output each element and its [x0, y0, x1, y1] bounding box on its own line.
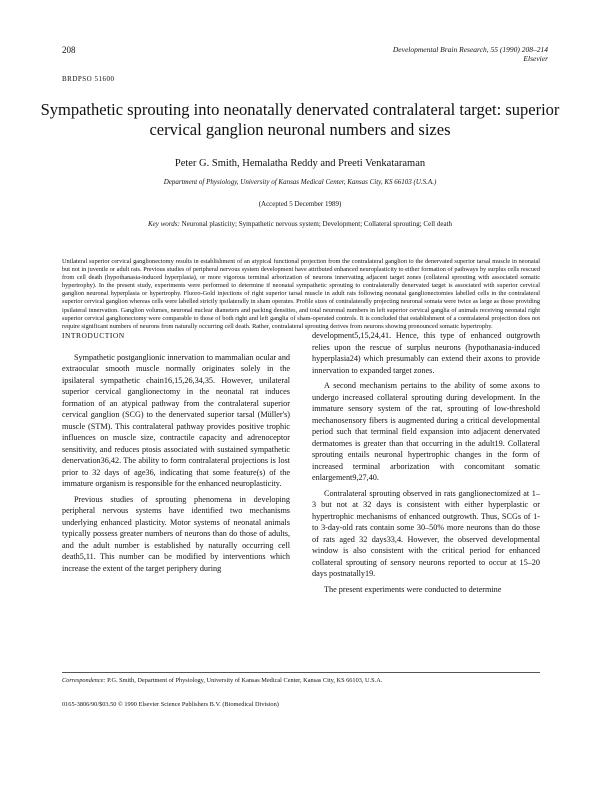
section-heading-introduction: INTRODUCTION — [62, 331, 125, 340]
running-header — [393, 45, 548, 63]
article-title: Sympathetic sprouting into neonatally denervated contralateral target: superior cervical ganglion neuronal numbers and sizes — [40, 100, 560, 139]
body-paragraph: Sympathetic postganglionic innervation to mammalian ocular and extraocular smooth muscle normally originates solely in the ipsilateral sympathetic chain16,15,26,34,35. However, unilateral superior cervical ganglionectomy in the neonatal rat induces formation of an atypical pathway from the contralateral superior cervical ganglion (SCG) to the denervated superior tarsal (Müller's) muscle (STM). This contralateral pathway provides positive trophic influences on muscle size, contractile capacity and adrenoceptor sensitivity, and reduces ptosis associated with sustained sympathetic denervation36,42. The ability to form contralateral projections is lost prior to 32 days of age36, indicating that some feature(s) of the immature organism is responsible for the enhanced neuroplasticity. — [62, 352, 291, 488]
copyright-footer: 0165-3806/90/$03.50 © 1990 Elsevier Science Publishers B.V. (Biomedical Division) — [62, 701, 279, 708]
correspondence-text: P.G. Smith, Department of Physiology, University of Kansas Medical Center, Kansas City, KS 66103, U.S.A. — [107, 677, 383, 684]
keywords — [40, 220, 560, 228]
left-column — [62, 330, 290, 574]
body-paragraph: A second mechanism pertains to the ability of some axons to undergo increased collateral sprouting during development. In the immature sensory system of the rat, sprouting of low-threshold mechanosensory fibers is augmented during a critical developmental period such that terminal field expansion into adjacent denervated dermatomes is greater than that occurring in the adult19. Collateral sprouting entails neuronal hypertrophic changes in the form of increased terminal arborization with concomitant somatic enlargement9,27,40. — [312, 381, 540, 482]
right-column — [312, 330, 540, 595]
footnote-divider — [62, 672, 540, 673]
author-list: Peter G. Smith, Hemalatha Reddy and Preeti Venkataraman — [174, 158, 426, 169]
body-paragraph: development5,15,24,41. Hence, this type of enhanced outgrowth relies upon the rescue of surplus neurons (hypothanasia-induced hyperplasia24) which presumably can extend their axons to provide innervation to expanded target zones. — [312, 331, 540, 375]
article-code: BRDPSO 51600 — [62, 75, 115, 83]
body-paragraph: The present experiments were conducted to determine — [324, 584, 502, 594]
keywords-label: Key words: — [148, 220, 180, 228]
abstract: Unilateral superior cervical ganglionectomy results in establishment of an atypical functional projection from the contralateral ganglion to the denervated superior tarsal muscle in neonatal but not in juvenile or adult rats. Previous studies of peripheral nervous system development have attributed enhanced neuroplasticity to either formation of pathways by surplus cells rescued from cell death (hypothanasia-induced hyperplasia), or more vigorous terminal arborization of neurons innervating adjacent target zones (collateral sprouting with associated somatic hypertrophy). In the present study, experiments were performed to determine if neonatal sympathetic sprouting to contralaterally denervated target is associated with superior cervical ganglion neuronal hyperplasia or hypertrophy. Fluoro-Gold injections of right superior tarsal muscle in adult rats following neonatal ganglionectomies labelled cells in the contralateral superior cervical ganglion whereas cells were labelled strictly ipsilaterally in sham operates. Profile sizes of contralaterally projecting neuronal somata were twice as large as those providing ipsilateral innervation. Ganglion volumes, neuronal nuclear diameters and packing densities, and total neuronal numbers in left superior cervical ganglia of animals receiving neonatal right superior cervical ganglionectomy were comparable to those of both right and left ganglia of sham-operated controls. It is concluded that establishment of a contralateral projection does not require significant numbers of neurons from naturally occurring cell death. Rather, contralateral sprouting derives from neurons showing pronounced somatic hypertrophy. — [62, 258, 540, 330]
page-number: 208 — [62, 45, 76, 55]
body-paragraph: Contralateral sprouting observed in rats ganglionectomized at 1–3 but not at 32 days is consistent with either hyperplastic or hypertrophic mechanisms of enhanced outgrowth. Thus, SCGs of 1- to 3-day-old rats contain some 30–50% more neurons than do those of rats aged 32 days33,4. However, the observed developmental window is also consistent with the critical period for enhanced collateral sprouting of sensory neurons reported to occur at 15–20 days postnatally19. — [312, 488, 540, 578]
body-paragraph: Previous studies of sprouting phenomena in developing peripheral nervous systems have identified two mechanisms underlying enhanced plasticity. Motor systems of neonatal animals typically possess greater numbers of neurons than do those of adults, and the adult number is established by naturally occurring cell death5,11. This number can be modified by interventions which increase the extent of the target periphery during — [62, 494, 290, 573]
journal-citation: Developmental Brain Research, 55 (1990) 208–214 — [392, 45, 548, 54]
keywords-text: Neuronal plasticity; Sympathetic nervous system; Development; Collateral sprouting; Cell death — [181, 220, 452, 228]
accepted-date: (Accepted 5 December 1989) — [258, 200, 342, 208]
correspondence-label: Correspondence: — [62, 677, 106, 684]
correspondence-note — [62, 677, 540, 684]
affiliation: Department of Physiology, University of Kansas Medical Center, Kansas City, KS 66103 (U.S.A.) — [163, 178, 437, 186]
publisher-label: Elsevier — [523, 54, 548, 63]
